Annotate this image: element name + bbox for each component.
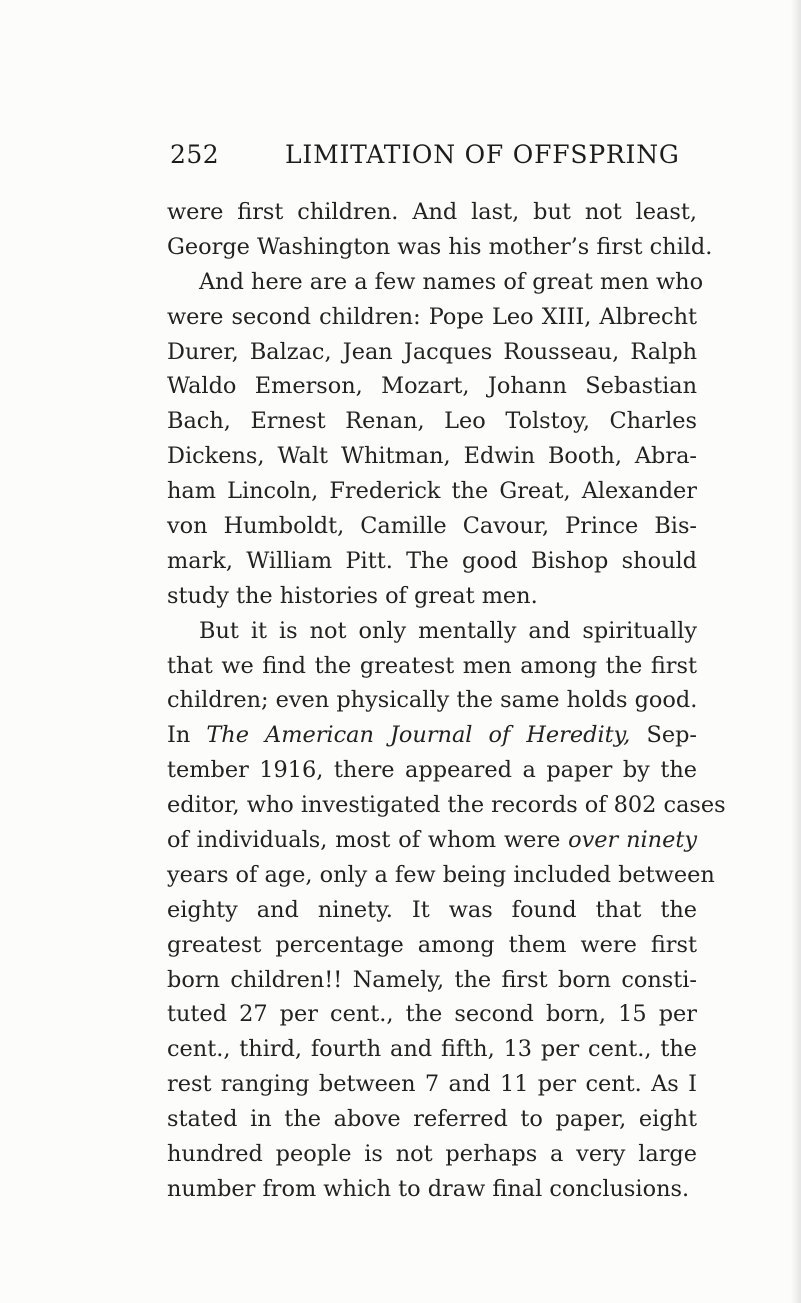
text-line-27: stated in the above referred to paper, eight [167, 1106, 697, 1133]
text-line-22: greatest percentage among them were first [167, 931, 697, 958]
text-line-10: von Humboldt, Camille Cavour, Prince Bis- [167, 513, 697, 540]
text-line-25: cent., third, fourth and fifth, 13 per cent., the [167, 1036, 697, 1063]
text-line-19-pre: of individuals, most of whom were [167, 827, 569, 854]
text-line-13: But it is not only mentally and spiritually [199, 617, 697, 644]
text-line-6: Waldo Emerson, Mozart, Johann Sebastian [167, 373, 697, 400]
page-header [170, 140, 690, 180]
text-line-1: were first children. And last, but not least, [167, 199, 697, 225]
text-line-12: study the histories of great men. [167, 582, 538, 609]
body-text [167, 195, 726, 1207]
text-line-26: rest ranging between 7 and 11 per cent. As I [167, 1071, 697, 1098]
text-line-18: editor, who investigated the records of 802 cases [167, 792, 726, 819]
text-line-29: number from which to draw final conclusions. [167, 1175, 690, 1202]
text-line-19 [167, 823, 697, 858]
text-line-15: children; even physically the same holds good. [167, 687, 698, 714]
text-line-7: Bach, Ernest Renan, Leo Tolstoy, Charles [167, 408, 697, 435]
running-head: LIMITATION OF OFFSPRING [285, 140, 680, 169]
text-line-4: were second children: Pope Leo XIII, Albrecht [167, 303, 697, 330]
text-line-3: And here are a few names of great men who [199, 268, 704, 295]
text-line-11: mark, William Pitt. The good Bishop should [167, 547, 697, 574]
text-line-16-pre: In [167, 722, 207, 749]
page-number: 252 [170, 140, 220, 169]
text-line-16 [167, 718, 697, 753]
text-line-2: George Washington was his mother’s first child. [167, 233, 713, 260]
text-line-14: that we find the greatest men among the first [167, 652, 697, 679]
text-line-28: hundred people is not perhaps a very large [167, 1141, 697, 1168]
text-line-5: Durer, Balzac, Jean Jacques Rousseau, Ralph [167, 338, 697, 365]
text-line-8: Dickens, Walt Whitman, Edwin Booth, Abra- [167, 443, 697, 470]
text-line-17: tember 1916, there appeared a paper by the [167, 757, 697, 784]
page-edge-shadow [791, 0, 801, 1303]
text-line-9: ham Lincoln, Frederick the Great, Alexander [167, 478, 697, 505]
text-line-21: eighty and ninety. It was found that the [167, 896, 697, 923]
journal-title: The American Journal of Heredity, [206, 722, 631, 749]
text-line-20: years of age, only a few being included between [167, 861, 715, 888]
emphasis-over-ninety: over ninety [568, 827, 697, 854]
text-line-16-post: Sep- [630, 722, 697, 749]
text-line-24: tuted 27 per cent., the second born, 15 per [167, 1001, 697, 1028]
text-line-23: born children!! Namely, the first born consti- [167, 966, 697, 993]
